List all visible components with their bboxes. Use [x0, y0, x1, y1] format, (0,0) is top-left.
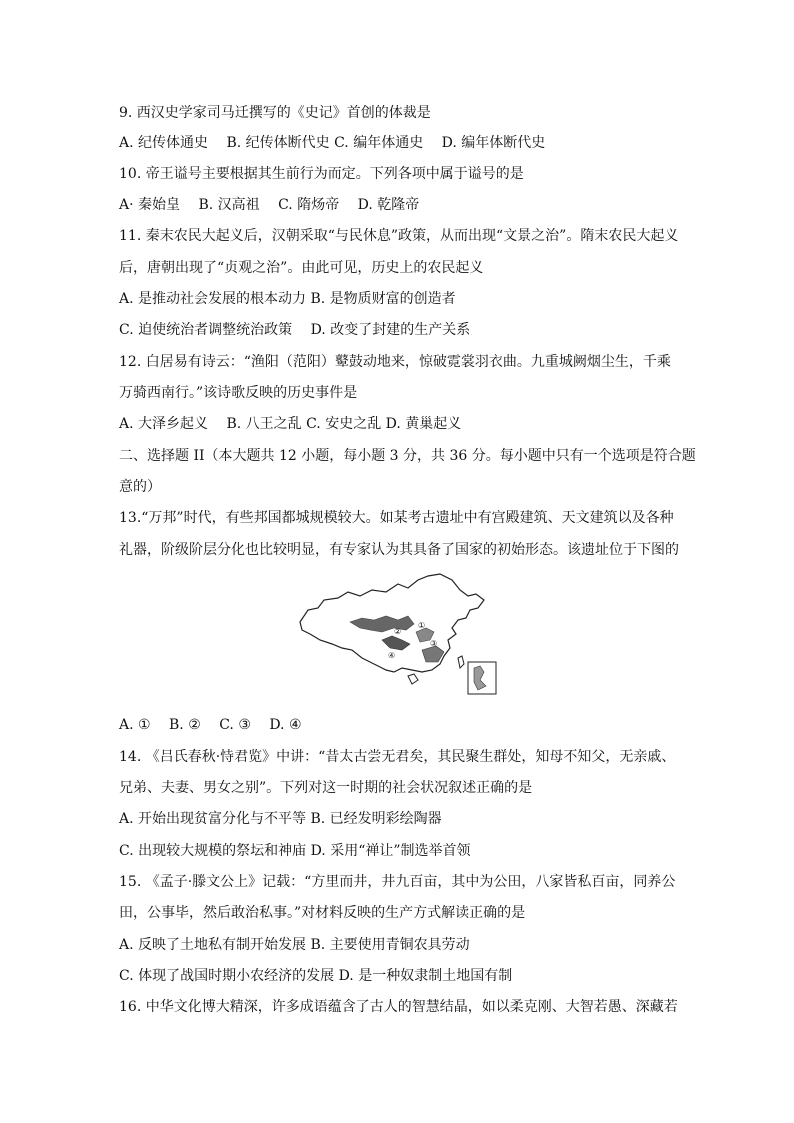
question-16-stem-line1: 16. 中华文化博大精深，许多成语蕴含了古人的智慧结晶，如以柔克刚、大智若愚、深藏若	[119, 999, 678, 1015]
question-13-options: A. ① B. ② C. ③ D. ④	[119, 717, 302, 733]
question-9-options: A. 纪传体通史 B. 纪传体断代史 C. 编年体通史 D. 编年体断代史	[119, 135, 546, 151]
question-14-stem-line2: 兄弟、夫妻、男女之别”。下列对这一时期的社会状况叙述正确的是	[119, 780, 533, 796]
question-10-options: A· 秦始皇 B. 汉高祖 C. 隋炀帝 D. 乾隆帝	[119, 197, 420, 213]
question-11-options-cd: C. 迫使统治者调整统治政策 D. 改变了封建的生产关系	[119, 322, 471, 338]
question-15-stem-line2: 田，公事毕，然后敢治私事。”对材料反映的生产方式解读正确的是	[119, 905, 526, 921]
question-14-options-ab: A. 开始出现贫富分化与不平等 B. 已经发明彩绘陶器	[119, 811, 442, 827]
question-11-stem-line2: 后，唐朝出现了“贞观之治”。由此可见，历史上的农民起义	[119, 260, 484, 276]
question-13-stem-line2: 礼器，阶级阶层分化也比较明显，有专家认为其具备了国家的初始形态。该遗址位于下图的	[119, 542, 679, 558]
question-12-options: A. 大泽乡起义 B. 八王之乱 C. 安史之乱 D. 黄巢起义	[119, 416, 462, 432]
map-marker-2: ②	[394, 627, 402, 636]
china-map-figure	[290, 570, 505, 700]
question-14-options-cd: C. 出现较大规模的祭坛和神庙 D. 采用“禅让”制选举首领	[119, 843, 471, 859]
question-9-stem: 9. 西汉史学家司马迁撰写的《史记》首创的体裁是	[119, 105, 431, 121]
question-15-options-ab: A. 反映了土地私有制开始发展 B. 主要使用青铜农具劳动	[119, 937, 470, 953]
map-marker-3: ③	[430, 639, 438, 648]
question-12-stem-line1: 12. 白居易有诗云：“渔阳（范阳）鼙鼓动地来，惊破霓裳羽衣曲。九重城阙烟尘生，千乘	[119, 354, 671, 370]
question-11-options-ab: A. 是推动社会发展的根本动力 B. 是物质财富的创造者	[119, 291, 456, 307]
section-2-heading-line1: 二、选择题 II（本大题共 12 小题，每小题 3 分，共 36 分。每小题中只有一个选项是符合题	[119, 448, 696, 464]
map-marker-1: ①	[418, 621, 426, 630]
map-marker-4: ④	[388, 651, 396, 660]
question-15-stem-line1: 15. 《孟子·滕文公上》记载：“方里而井，井九百亩，其中为公田，八家皆私百亩，同养公	[119, 874, 676, 890]
question-14-stem-line1: 14. 《吕氏春秋·恃君览》中讲：“昔太古尝无君矣，其民聚生群处，知母不知父，无亲戚、	[119, 749, 676, 765]
question-12-stem-line2: 万骑西南行。”该诗歌反映的历史事件是	[119, 385, 358, 401]
question-11-stem-line1: 11. 秦末农民大起义后，汉朝采取“与民休息”政策，从而出现“文景之治”。隋末农民大起义	[119, 228, 679, 244]
section-2-heading-line2: 意的）	[119, 479, 161, 495]
question-15-options-cd: C. 体现了战国时期小农经济的发展 D. 是一种奴隶制土地国有制	[119, 968, 513, 984]
question-13-stem-line1: 13.“万邦”时代，有些邦国都城规模较大。如某考古遗址中有宫殿建筑、天文建筑以及各种	[119, 510, 674, 526]
question-10-stem: 10. 帝王谥号主要根据其生前行为而定。下列各项中属于谥号的是	[119, 166, 524, 182]
china-map-outline	[290, 570, 505, 700]
